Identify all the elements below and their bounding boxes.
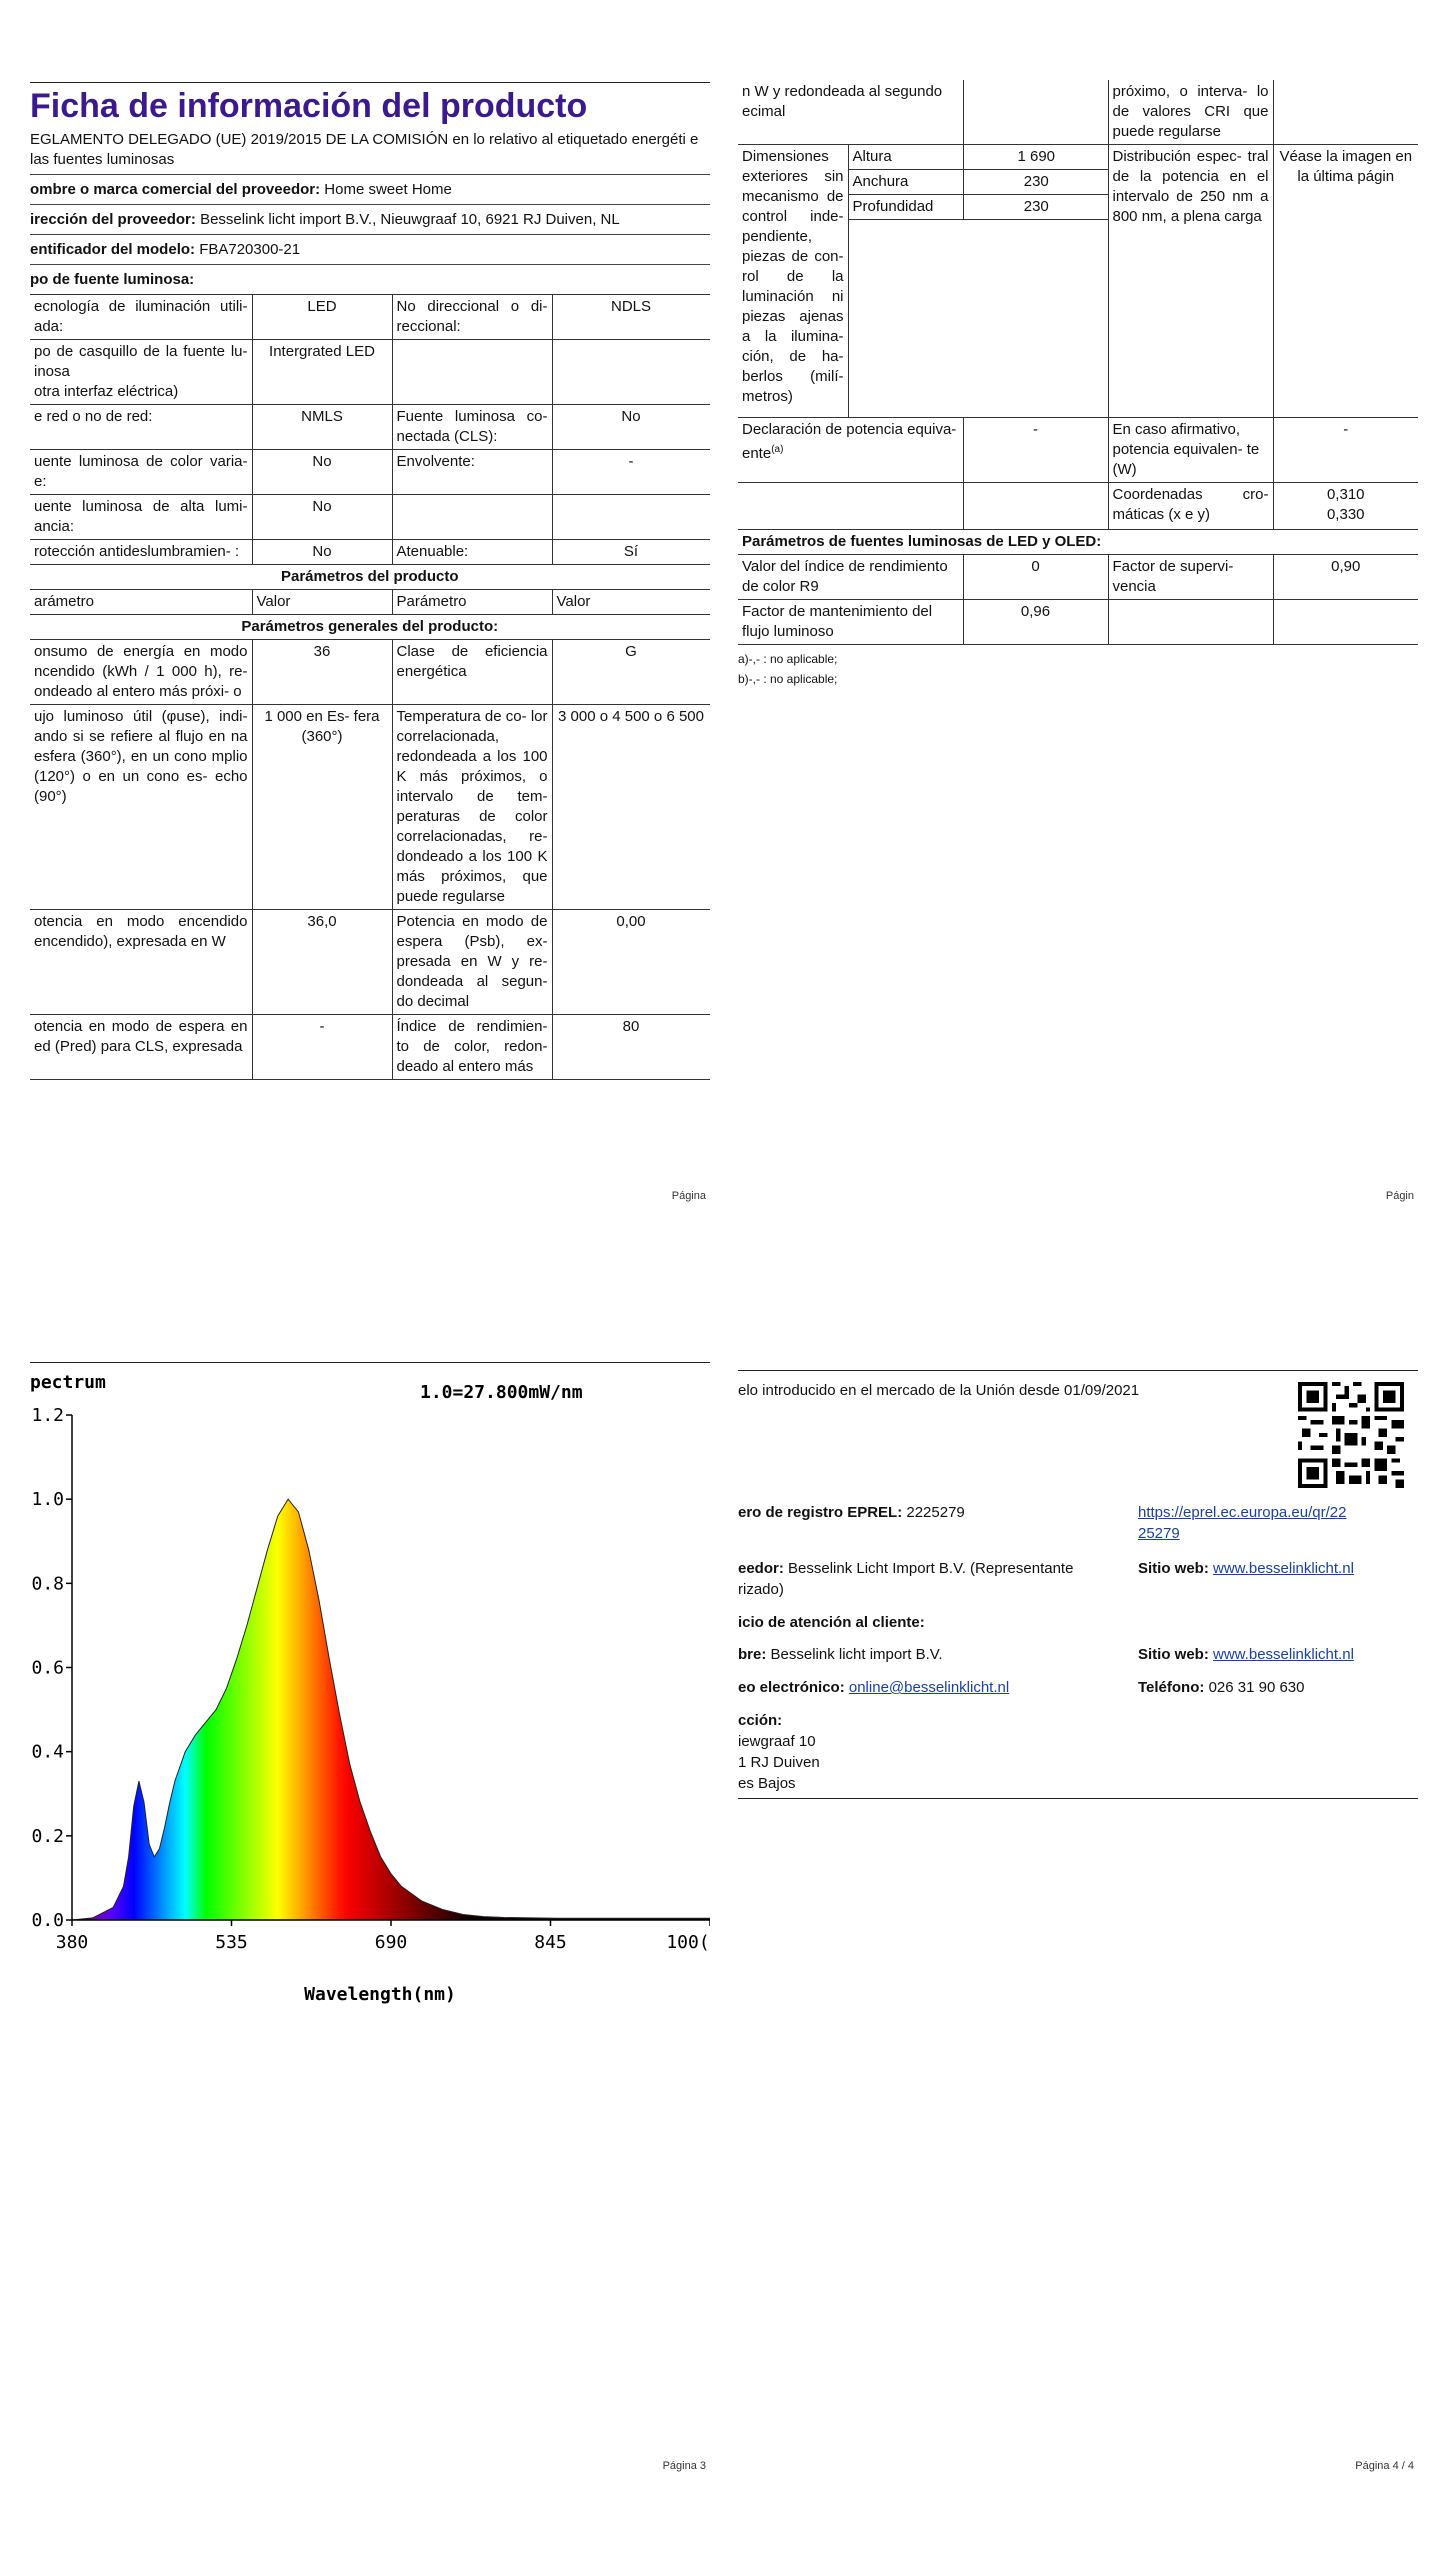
dimensions-label: Dimensiones exteriores sin mecanismo de control inde- pendiente, piezas de con- rol de la luminación ni piezas ajenas a la ilumina- ción, de ha- berlos (milí- metros) — [738, 145, 848, 418]
y-tick-label: 1.0 — [31, 1489, 64, 1511]
table-cell: G — [552, 640, 710, 705]
table-cell: 36,0 — [252, 910, 392, 1015]
x-tick-label: 380 — [55, 1932, 89, 1953]
table-cell: No direccional o di- reccional: — [392, 295, 552, 340]
spectrum-chart — [30, 1370, 710, 2010]
equiv-value: - — [963, 418, 1108, 483]
table-cell: 0,00 — [552, 910, 710, 1015]
col-header-2: Valor — [252, 590, 392, 615]
eprel-url-line-2[interactable]: 25279 — [1138, 1525, 1180, 1542]
footnote-a: a)-,- : no aplicable; — [738, 652, 838, 666]
email-label: eo electrónico: — [738, 1679, 845, 1696]
table-cell: No — [252, 495, 392, 540]
phone-value: 026 31 90 630 — [1208, 1679, 1305, 1696]
light-source-table — [30, 294, 710, 1080]
table-cell: Fuente luminosa co- nectada (CLS): — [392, 405, 552, 450]
led-params-header: Parámetros de fuentes luminosas de LED y OLED: — [738, 530, 1418, 555]
chromaticity-row — [738, 483, 1418, 530]
page-number: Página — [671, 1190, 706, 1202]
table-cell: Temperatura de co- lor correlacionada, redondeada a los 100 K más próximos, o intervalo de tem- peraturas de color correlacionadas, re- dondeado a los 100 K más próximos, que puede regularse — [392, 705, 552, 910]
equiv-w-value: - — [1273, 418, 1418, 483]
y-tick-label: 0.4 — [31, 1741, 64, 1763]
model-label: entificador del modelo: — [30, 241, 196, 258]
address-label: cción: — [738, 1712, 783, 1729]
table-cell: No — [552, 405, 710, 450]
cell: próximo, o interva- lo de valores CRI que puede regularse — [1108, 80, 1273, 145]
col-header-4: Valor — [552, 590, 710, 615]
website-link-1[interactable]: www.besselinklicht.nl — [1213, 1560, 1354, 1577]
trade-name-row — [30, 175, 710, 205]
cell — [1273, 80, 1418, 145]
y-tick-label: 0.0 — [31, 1910, 64, 1931]
table-row — [738, 80, 1418, 145]
page-2 — [738, 60, 1418, 1210]
spectral-label: Distribución espec- tral de la potencia en el intervalo de 250 nm a 800 nm, a plena carga — [1108, 145, 1273, 418]
cell — [738, 483, 963, 530]
page-title: Ficha de información del producto — [30, 87, 588, 125]
product-params-header: Parámetros del producto — [30, 565, 710, 590]
trade-name-label: ombre o marca comercial del proveedor: — [30, 181, 321, 198]
table-cell: NMLS — [252, 405, 392, 450]
dimension-label: Profundidad — [849, 195, 964, 220]
table-cell: No — [252, 540, 392, 565]
table-cell: 80 — [552, 1015, 710, 1080]
table-cell: No — [252, 450, 392, 495]
dimension-value: 230 — [964, 195, 1109, 220]
params-table-continued — [738, 80, 1418, 645]
table-row — [30, 340, 710, 405]
supplier-value: Besselink Licht Import B.V. (Representante — [788, 1560, 1074, 1577]
cell: n W y redondeada al segundo ecimal — [738, 80, 963, 145]
table-cell: po de casquillo de la fuente lu- inosa otra interfaz eléctrica) — [30, 340, 252, 405]
table-cell: onsumo de energía en modo ncendido (kWh / 1 000 h), re- ondeado al entero más próxi- o — [30, 640, 252, 705]
dimension-label: Anchura — [849, 170, 964, 195]
table-cell: otencia en modo de espera en ed (Pred) para CLS, expresada — [30, 1015, 252, 1080]
led-param-row — [738, 555, 1418, 600]
eprel-value: 2225279 — [906, 1504, 965, 1521]
table-cell — [1273, 600, 1418, 645]
chart-annotation: 1.0=27.800mW/nm — [420, 1382, 583, 1403]
table-cell: Potencia en modo de espera (Psb), ex- presada en W y re- dondeada al segun- do decimal — [392, 910, 552, 1015]
contact-name-label: bre: — [738, 1646, 767, 1663]
table-cell: LED — [252, 295, 392, 340]
dimension-row — [849, 170, 1109, 195]
table-row — [30, 495, 710, 540]
table-row — [30, 705, 710, 910]
y-tick-label: 0.8 — [31, 1573, 64, 1595]
table-cell: 0 — [963, 555, 1108, 600]
table-row — [30, 295, 710, 340]
eprel-row — [738, 1502, 965, 1523]
x-tick-label: 690 — [374, 1932, 408, 1953]
page-3 — [30, 1330, 710, 2480]
table-row — [30, 640, 710, 705]
dimensions-cell — [848, 145, 1108, 418]
table-cell: - — [252, 1015, 392, 1080]
table-cell: ujo luminoso útil (φuse), indi- ando si se refiere al flujo en na esfera (360°), en un cono mplio (120°) o en un cono es- echo (90°) — [30, 705, 252, 910]
dimension-value: 230 — [964, 170, 1109, 195]
contact-name-value: Besselink licht import B.V. — [770, 1646, 943, 1663]
table-row — [30, 405, 710, 450]
website-row-2 — [1138, 1644, 1354, 1665]
equiv-footnote-ref: (a) — [771, 444, 784, 455]
x-axis-label: Wavelength(nm) — [304, 1984, 456, 2005]
eprel-label: ero de registro EPREL: — [738, 1504, 903, 1521]
top-rule — [30, 82, 710, 83]
led-param-row — [738, 600, 1418, 645]
email-row — [738, 1677, 1009, 1698]
email-link[interactable]: online@besselinklicht.nl — [848, 1679, 1010, 1696]
website-link-2[interactable]: www.besselinklicht.nl — [1213, 1646, 1354, 1663]
top-rule — [30, 1362, 710, 1363]
chroma-value: 0,310 0,330 — [1273, 483, 1418, 530]
phone-label: Teléfono: — [1138, 1679, 1205, 1696]
table-cell: 36 — [252, 640, 392, 705]
chart-title: pectrum — [30, 1372, 106, 1393]
eprel-url-line-1[interactable]: https://eprel.ec.europa.eu/qr/22 — [1138, 1504, 1347, 1521]
table-cell: Factor de mantenimiento del flujo luminoso — [738, 600, 963, 645]
source-type-label: po de fuente luminosa: — [30, 271, 195, 288]
col-header-3: Parámetro — [392, 590, 552, 615]
bottom-rule — [738, 1798, 1418, 1799]
table-row — [30, 450, 710, 495]
page-number: Página 4 / 4 — [1355, 2460, 1414, 2472]
table-cell: Sí — [552, 540, 710, 565]
table-cell: Atenuable: — [392, 540, 552, 565]
table-cell: Valor del índice de rendimiento de color R9 — [738, 555, 963, 600]
address-line: iewgraaf 10 — [738, 1733, 816, 1750]
source-type-row — [30, 265, 710, 294]
website-row-1 — [1138, 1558, 1354, 1579]
y-tick-label: 1.2 — [31, 1405, 64, 1426]
address-value: Besselink licht import B.V., Nieuwgraaf 10, 6921 RJ Duiven, NL — [200, 211, 620, 228]
dimension-row — [849, 145, 1109, 170]
address-line: es Bajos — [738, 1775, 796, 1792]
col-header-1: arámetro — [30, 590, 252, 615]
cell — [963, 80, 1108, 145]
model-value: FBA720300-21 — [199, 241, 301, 258]
model-row — [30, 235, 710, 265]
table-cell: uente luminosa de alta lumi- ancia: — [30, 495, 252, 540]
table-row — [30, 1015, 710, 1080]
page-number: Página 3 — [662, 2460, 706, 2472]
table-cell: e red o no de red: — [30, 405, 252, 450]
equiv-label: Declaración de potencia equiva- ente — [742, 421, 957, 462]
table-cell — [392, 340, 552, 405]
eprel-link[interactable] — [1138, 1502, 1346, 1544]
page-number: Págin — [1385, 1190, 1414, 1202]
spectral-value: Véase la imagen en la última págin — [1273, 145, 1418, 418]
table-row — [30, 540, 710, 565]
equiv-w-label: En caso afirmativo, potencia equivalen- te (W) — [1108, 418, 1273, 483]
y-tick-label: 0.2 — [31, 1825, 64, 1847]
table-cell: uente luminosa de color varia- e: — [30, 450, 252, 495]
address-row — [30, 205, 710, 235]
table-cell: Clase de eficiencia energética — [392, 640, 552, 705]
table-cell: 1 000 en Es- fera (360°) — [252, 705, 392, 910]
table-cell: Envolvente: — [392, 450, 552, 495]
table-row — [30, 910, 710, 1015]
table-cell: - — [552, 450, 710, 495]
table-cell: Factor de supervi- vencia — [1108, 555, 1273, 600]
dimension-label: Altura — [849, 145, 964, 170]
qr-code-icon — [1298, 1382, 1404, 1488]
chroma-label: Coordenadas cro- máticas (x e y) — [1108, 483, 1273, 530]
table-cell: NDLS — [552, 295, 710, 340]
dimensions-row — [738, 145, 1418, 418]
x-tick-label: 535 — [215, 1932, 248, 1953]
customer-service-label: icio de atención al cliente: — [738, 1614, 925, 1631]
supplier-value-2: rizado) — [738, 1581, 784, 1598]
spectrum-area — [72, 1499, 710, 1920]
table-cell — [392, 495, 552, 540]
top-rule — [738, 1370, 1418, 1371]
contact-name-row — [738, 1644, 943, 1665]
market-date-text: elo introducido en el mercado de la Unión desde 01/09/2021 — [738, 1382, 1140, 1399]
cell — [963, 483, 1108, 530]
column-headers — [30, 590, 710, 615]
y-tick-label: 0.6 — [31, 1657, 64, 1679]
footnote-b: b)-,- : no aplicable; — [738, 672, 838, 686]
table-cell: Intergrated LED — [252, 340, 392, 405]
website-label-2: Sitio web: — [1138, 1646, 1209, 1663]
page-4 — [738, 1330, 1418, 2480]
phone-row — [1138, 1677, 1305, 1698]
customer-service-heading — [738, 1612, 925, 1633]
regulation-text: EGLAMENTO DELEGADO (UE) 2019/2015 DE LA COMISIÓN en lo relativo al etiquetado energéti e las fuentes luminosas — [30, 128, 710, 175]
table-cell: 0,96 — [963, 600, 1108, 645]
general-params-header: Parámetros generales del producto: — [30, 615, 710, 640]
website-label-1: Sitio web: — [1138, 1560, 1209, 1577]
dimensions-subtable — [849, 145, 1109, 220]
table-cell: rotección antideslumbramien- : — [30, 540, 252, 565]
table-cell: 0,90 — [1273, 555, 1418, 600]
x-tick-label: 845 — [534, 1932, 567, 1953]
address-label: irección del proveedor: — [30, 211, 196, 228]
address-block — [738, 1710, 820, 1794]
supplier-label: eedor: — [738, 1560, 784, 1577]
table-cell: 3 000 o 4 500 o 6 500 — [552, 705, 710, 910]
supplier-row — [738, 1558, 1073, 1600]
table-cell — [552, 340, 710, 405]
table-cell: ecnología de iluminación utili- ada: — [30, 295, 252, 340]
equivalent-power-row — [738, 418, 1418, 483]
address-line: 1 RJ Duiven — [738, 1754, 820, 1771]
x-tick-label: 100( — [666, 1932, 710, 1953]
table-cell: Índice de rendimien- to de color, redon- deado al entero más — [392, 1015, 552, 1080]
page-1 — [30, 60, 710, 1210]
table-cell: otencia en modo encendido encendido), expresada en W — [30, 910, 252, 1015]
table-cell — [1108, 600, 1273, 645]
dimension-value: 1 690 — [964, 145, 1109, 170]
plot-area — [31, 1405, 710, 1953]
trade-name-value: Home sweet Home — [324, 181, 452, 198]
dimension-row — [849, 195, 1109, 220]
equiv-label-cell — [738, 418, 963, 483]
table-cell — [552, 495, 710, 540]
